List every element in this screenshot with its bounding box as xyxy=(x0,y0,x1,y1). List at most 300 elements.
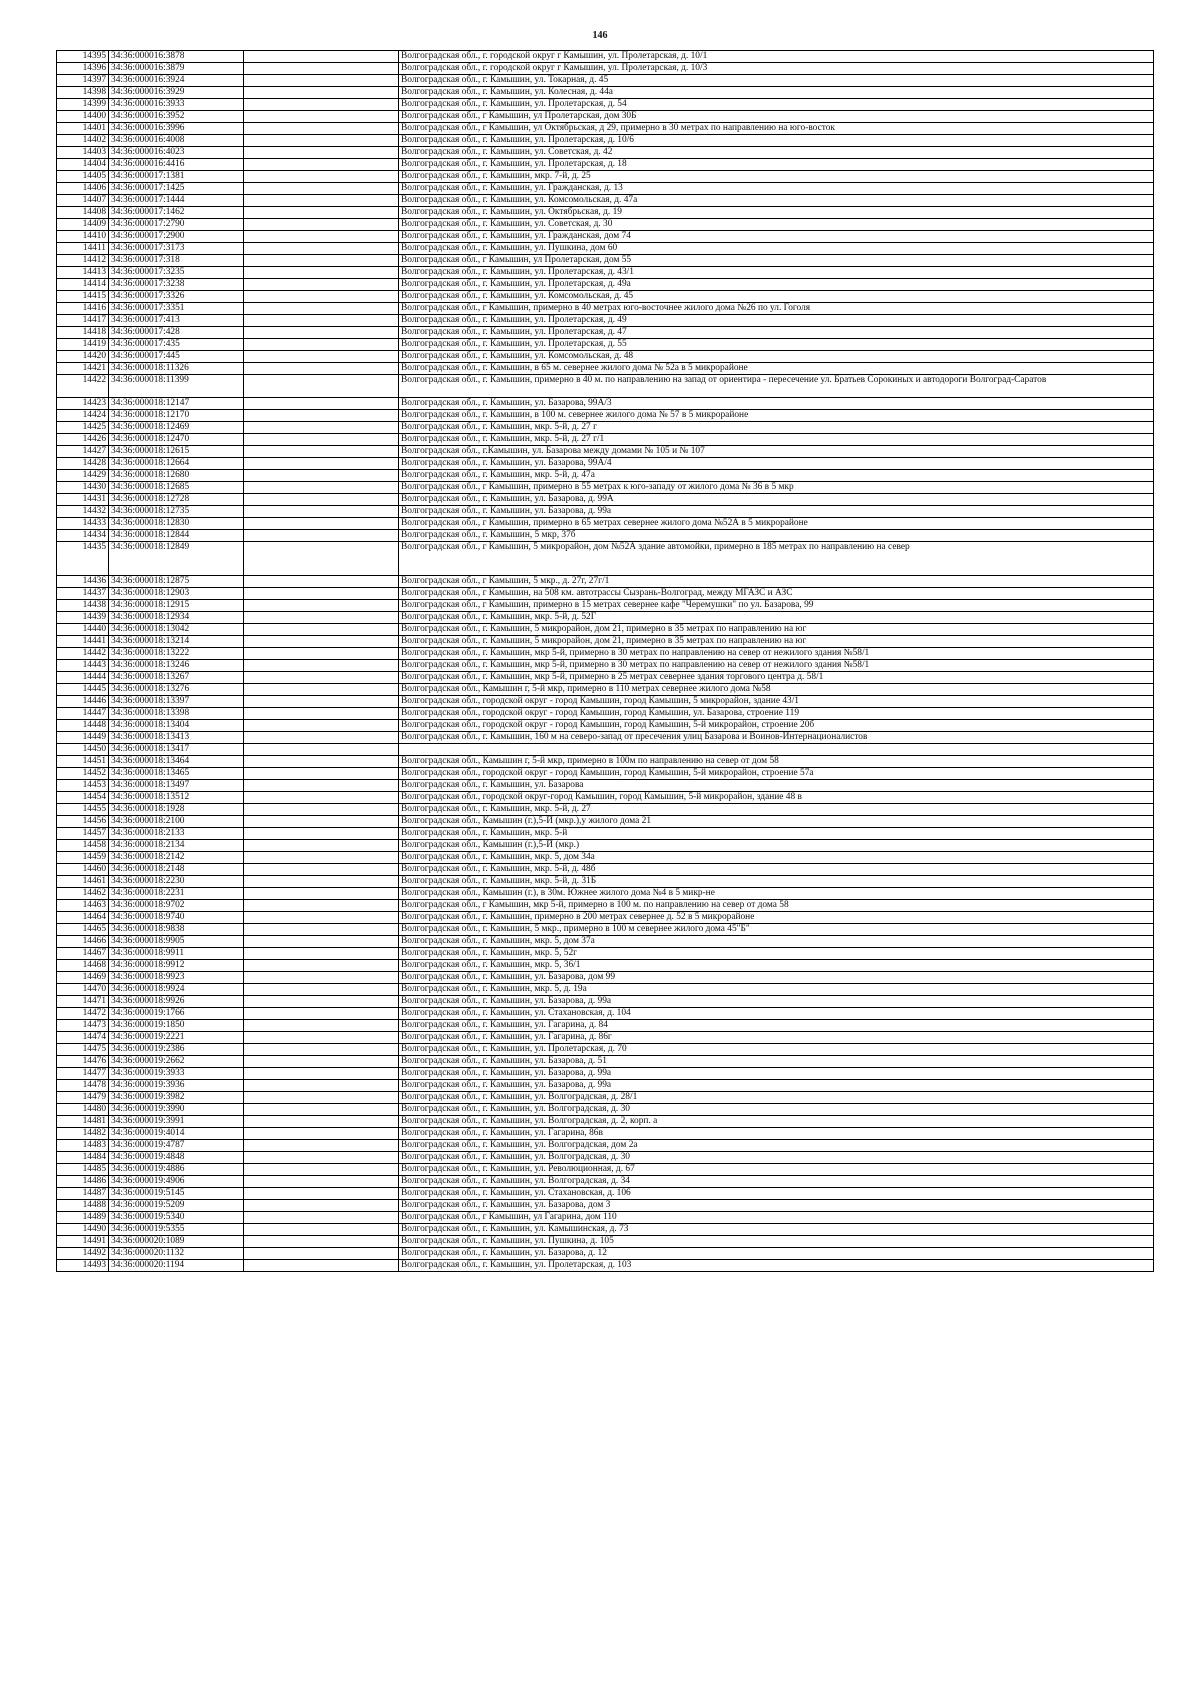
blank-cell xyxy=(244,1080,399,1092)
table-row xyxy=(57,660,1154,672)
blank-cell xyxy=(244,672,399,684)
cadastral-number-cell: 34:36:000019:3990 xyxy=(109,1104,244,1116)
address-cell: Волгоградская обл., городской округ - город Камышин, город Камышин, 5-й микрорайон, строение 20б xyxy=(399,720,1154,732)
blank-cell xyxy=(244,195,399,207)
row-number-cell: 14451 xyxy=(57,756,109,768)
address-cell: Волгоградская обл., г. Камышин, мкр. 5-й, д. 27 xyxy=(399,804,1154,816)
cadastral-number-cell: 34:36:000018:2230 xyxy=(109,876,244,888)
address-cell: Волгоградская обл., г. Камышин, ул. Пролетарская, д. 18 xyxy=(399,159,1154,171)
table-row xyxy=(57,1056,1154,1068)
address-cell: Волгоградская обл., г. Камышин, ул. Стахановская, д. 106 xyxy=(399,1188,1154,1200)
cadastral-number-cell: 34:36:000018:9911 xyxy=(109,948,244,960)
address-cell: Волгоградская обл., г. Камышин, в 65 м. севернее жилого дома № 52а в 5 микрорайоне xyxy=(399,363,1154,375)
address-cell: Волгоградская обл., г. Камышин, ул. Базарова, 99А/4 xyxy=(399,458,1154,470)
page-number: 146 xyxy=(592,30,608,41)
blank-cell xyxy=(244,422,399,434)
row-number-cell: 14461 xyxy=(57,876,109,888)
row-number-cell: 14431 xyxy=(57,494,109,506)
row-number-cell: 14484 xyxy=(57,1152,109,1164)
row-number-cell: 14466 xyxy=(57,936,109,948)
address-cell: Волгоградская обл., г. Камышин, ул. Комсомольская, д. 47а xyxy=(399,195,1154,207)
table-row xyxy=(57,542,1154,576)
address-cell: Волгоградская обл., г Камышин, 5 мкр., д. 27г, 27г/1 xyxy=(399,576,1154,588)
table-row xyxy=(57,1212,1154,1224)
row-number-cell: 14399 xyxy=(57,99,109,111)
row-number-cell: 14423 xyxy=(57,398,109,410)
cadastral-number-cell: 34:36:000018:9905 xyxy=(109,936,244,948)
address-cell: Волгоградская обл., г. Камышин, ул. Гагарина, д. 84 xyxy=(399,1020,1154,1032)
address-cell: Волгоградская обл., г. Камышин, ул. Пролетарская, д. 10/6 xyxy=(399,135,1154,147)
blank-cell xyxy=(244,1188,399,1200)
blank-cell xyxy=(244,840,399,852)
cadastral-number-cell: 34:36:000018:12147 xyxy=(109,398,244,410)
row-number-cell: 14440 xyxy=(57,624,109,636)
table-row xyxy=(57,279,1154,291)
address-cell: Волгоградская обл., Камышин (г.),5-Й (мкр.),у жилого дома 21 xyxy=(399,816,1154,828)
table-row xyxy=(57,768,1154,780)
blank-cell xyxy=(244,1008,399,1020)
table-row xyxy=(57,708,1154,720)
row-number-cell: 14439 xyxy=(57,612,109,624)
cadastral-number-cell: 34:36:000019:5355 xyxy=(109,1224,244,1236)
address-cell: Волгоградская обл., г. Камышин, примерно в 40 м. по направлению на запад от ориентира - пересечение ул. Братьев Сорокиных и автодороги Волгоград-Саратов xyxy=(399,375,1154,398)
table-row xyxy=(57,183,1154,195)
table-row xyxy=(57,1188,1154,1200)
row-number-cell: 14470 xyxy=(57,984,109,996)
table-row xyxy=(57,624,1154,636)
row-number-cell: 14398 xyxy=(57,87,109,99)
row-number-cell: 14428 xyxy=(57,458,109,470)
table-row xyxy=(57,123,1154,135)
cadastral-number-cell: 34:36:000018:11399 xyxy=(109,375,244,398)
cadastral-number-cell: 34:36:000018:12915 xyxy=(109,600,244,612)
table-row xyxy=(57,672,1154,684)
table-row xyxy=(57,852,1154,864)
address-cell: Волгоградская обл., Камышин (г.), в 30м. Южнее жилого дома №4 в 5 микр-не xyxy=(399,888,1154,900)
row-number-cell: 14414 xyxy=(57,279,109,291)
row-number-cell: 14474 xyxy=(57,1032,109,1044)
table-row xyxy=(57,135,1154,147)
row-number-cell: 14416 xyxy=(57,303,109,315)
row-number-cell: 14406 xyxy=(57,183,109,195)
blank-cell xyxy=(244,1128,399,1140)
blank-cell xyxy=(244,936,399,948)
cadastral-number-cell: 34:36:000018:2148 xyxy=(109,864,244,876)
table-row xyxy=(57,636,1154,648)
address-cell: Волгоградская обл., г. Камышин, ул. Колесная, д. 44а xyxy=(399,87,1154,99)
cadastral-number-cell: 34:36:000017:318 xyxy=(109,255,244,267)
address-cell: Волгоградская обл., г. Камышин, ул. Стахановская, д. 104 xyxy=(399,1008,1154,1020)
row-number-cell: 14472 xyxy=(57,1008,109,1020)
table-row xyxy=(57,303,1154,315)
address-cell: Волгоградская обл., г. Камышин, ул. Пролетарская, д. 49а xyxy=(399,279,1154,291)
cadastral-number-cell: 34:36:000019:4886 xyxy=(109,1164,244,1176)
address-cell: Волгоградская обл., г. городской округ г Камышин, ул. Пролетарская, д. 10/1 xyxy=(399,51,1154,63)
address-cell: Волгоградская обл., г. городской округ г Камышин, ул. Пролетарская, д. 10/3 xyxy=(399,63,1154,75)
cadastral-number-cell: 34:36:000018:13397 xyxy=(109,696,244,708)
row-number-cell: 14490 xyxy=(57,1224,109,1236)
row-number-cell: 14397 xyxy=(57,75,109,87)
table-row xyxy=(57,267,1154,279)
table-row xyxy=(57,446,1154,458)
row-number-cell: 14409 xyxy=(57,219,109,231)
blank-cell xyxy=(244,506,399,518)
blank-cell xyxy=(244,231,399,243)
table-row xyxy=(57,351,1154,363)
blank-cell xyxy=(244,660,399,672)
blank-cell xyxy=(244,600,399,612)
cadastral-number-cell: 34:36:000018:12470 xyxy=(109,434,244,446)
cadastral-number-cell: 34:36:000017:3326 xyxy=(109,291,244,303)
cadastral-number-cell: 34:36:000018:9740 xyxy=(109,912,244,924)
address-cell: Волгоградская обл., г. Камышин, ул. Волгоградская, д. 30 xyxy=(399,1104,1154,1116)
row-number-cell: 14485 xyxy=(57,1164,109,1176)
table-row xyxy=(57,1260,1154,1272)
row-number-cell: 14404 xyxy=(57,159,109,171)
cadastral-number-cell: 34:36:000017:413 xyxy=(109,315,244,327)
blank-cell xyxy=(244,1020,399,1032)
cadastral-number-cell: 34:36:000018:11326 xyxy=(109,363,244,375)
cadastral-number-cell: 34:36:000017:428 xyxy=(109,327,244,339)
table-row xyxy=(57,1044,1154,1056)
blank-cell xyxy=(244,1056,399,1068)
row-number-cell: 14448 xyxy=(57,720,109,732)
cadastral-number-cell: 34:36:000018:13413 xyxy=(109,732,244,744)
cadastral-number-cell: 34:36:000018:12934 xyxy=(109,612,244,624)
cadastral-number-cell: 34:36:000017:3173 xyxy=(109,243,244,255)
address-cell: Волгоградская обл., г. Камышин, ул. Гагарина, д. 86г xyxy=(399,1032,1154,1044)
row-number-cell: 14402 xyxy=(57,135,109,147)
address-cell: Волгоградская обл., г. Камышин, ул. Пушкина, дом 60 xyxy=(399,243,1154,255)
cadastral-number-cell: 34:36:000019:4848 xyxy=(109,1152,244,1164)
cadastral-number-cell: 34:36:000019:3982 xyxy=(109,1092,244,1104)
table-row xyxy=(57,876,1154,888)
blank-cell xyxy=(244,804,399,816)
table-row xyxy=(57,984,1154,996)
row-number-cell: 14442 xyxy=(57,648,109,660)
table-row xyxy=(57,243,1154,255)
address-cell: Волгоградская обл., г Камышин, 5 микрорайон, дом №52А здание автомойки, примерно в 185 метрах по направлению на север xyxy=(399,542,1154,576)
row-number-cell: 14463 xyxy=(57,900,109,912)
cadastral-number-cell: 34:36:000018:12728 xyxy=(109,494,244,506)
table-row xyxy=(57,912,1154,924)
table-row xyxy=(57,255,1154,267)
table-row xyxy=(57,972,1154,984)
row-number-cell: 14473 xyxy=(57,1020,109,1032)
blank-cell xyxy=(244,303,399,315)
table-row xyxy=(57,458,1154,470)
table-row xyxy=(57,398,1154,410)
table-row xyxy=(57,147,1154,159)
cadastral-number-cell: 34:36:000020:1194 xyxy=(109,1260,244,1272)
blank-cell xyxy=(244,315,399,327)
cadastral-number-cell: 34:36:000016:4008 xyxy=(109,135,244,147)
cadastral-number-cell: 34:36:000018:13276 xyxy=(109,684,244,696)
cadastral-number-cell: 34:36:000016:3929 xyxy=(109,87,244,99)
row-number-cell: 14425 xyxy=(57,422,109,434)
table-row xyxy=(57,804,1154,816)
address-cell: Волгоградская обл., г. Камышин, 160 м на северо-запад от пресечения улиц Базарова и Воинов-Интернационалистов xyxy=(399,732,1154,744)
blank-cell xyxy=(244,1092,399,1104)
blank-cell xyxy=(244,446,399,458)
address-cell: Волгоградская обл., г. Камышин, ул. Базарова xyxy=(399,780,1154,792)
blank-cell xyxy=(244,530,399,542)
address-cell: Волгоградская обл., г. Камышин, мкр. 5, 36/1 xyxy=(399,960,1154,972)
address-cell: Волгоградская обл., г. Камышин, мкр. 5-й, д. 31Б xyxy=(399,876,1154,888)
table-row xyxy=(57,1236,1154,1248)
row-number-cell: 14411 xyxy=(57,243,109,255)
table-row xyxy=(57,816,1154,828)
table-row xyxy=(57,410,1154,422)
row-number-cell: 14447 xyxy=(57,708,109,720)
blank-cell xyxy=(244,87,399,99)
address-cell: Волгоградская обл., г. Камышин, ул. Базарова, дом 3 xyxy=(399,1200,1154,1212)
cadastral-number-cell: 34:36:000017:2790 xyxy=(109,219,244,231)
blank-cell xyxy=(244,576,399,588)
blank-cell xyxy=(244,398,399,410)
cadastral-number-cell: 34:36:000018:13246 xyxy=(109,660,244,672)
row-number-cell: 14430 xyxy=(57,482,109,494)
address-cell: Волгоградская обл., г. Камышин, ул. Волгоградская, д. 28/1 xyxy=(399,1092,1154,1104)
row-number-cell: 14432 xyxy=(57,506,109,518)
address-cell: Волгоградская обл., городской округ-город Камышин, город Камышин, 5-й микрорайон, здание 48 в xyxy=(399,792,1154,804)
address-cell: Волгоградская обл., г. Камышин, ул. Волгоградская, д. 34 xyxy=(399,1176,1154,1188)
table-row xyxy=(57,1164,1154,1176)
row-number-cell: 14446 xyxy=(57,696,109,708)
address-cell: Волгоградская обл., городской округ - город Камышин, город Камышин, 5-й микрорайон, строение 57а xyxy=(399,768,1154,780)
table-row xyxy=(57,207,1154,219)
blank-cell xyxy=(244,648,399,660)
blank-cell xyxy=(244,123,399,135)
address-cell: Волгоградская обл., г. Камышин, мкр. 5-й, д. 52Г xyxy=(399,612,1154,624)
cadastral-number-cell: 34:36:000018:12615 xyxy=(109,446,244,458)
address-cell: Волгоградская обл., г. Камышин, ул. Октябрьская, д. 19 xyxy=(399,207,1154,219)
table-row xyxy=(57,87,1154,99)
blank-cell xyxy=(244,1224,399,1236)
row-number-cell: 14468 xyxy=(57,960,109,972)
cadastral-number-cell: 34:36:000017:2900 xyxy=(109,231,244,243)
address-cell: Волгоградская обл., г. Камышин, мкр 5-й, примерно в 30 метрах по направлению на север от нежилого здания №58/1 xyxy=(399,648,1154,660)
cadastral-number-cell: 34:36:000019:2221 xyxy=(109,1032,244,1044)
row-number-cell: 14413 xyxy=(57,267,109,279)
row-number-cell: 14436 xyxy=(57,576,109,588)
row-number-cell: 14429 xyxy=(57,470,109,482)
blank-cell xyxy=(244,708,399,720)
blank-cell xyxy=(244,339,399,351)
row-number-cell: 14488 xyxy=(57,1200,109,1212)
cadastral-number-cell: 34:36:000018:12170 xyxy=(109,410,244,422)
blank-cell xyxy=(244,351,399,363)
cadastral-number-cell: 34:36:000018:13465 xyxy=(109,768,244,780)
blank-cell xyxy=(244,207,399,219)
address-cell: Волгоградская обл., г. Камышин, ул. Пролетарская, д. 47 xyxy=(399,327,1154,339)
address-cell: Волгоградская обл., г. Камышин, ул. Волгоградская, дом 2а xyxy=(399,1140,1154,1152)
cadastral-number-cell: 34:36:000018:13042 xyxy=(109,624,244,636)
cadastral-number-cell: 34:36:000018:2100 xyxy=(109,816,244,828)
blank-cell xyxy=(244,470,399,482)
table-row xyxy=(57,518,1154,530)
row-number-cell: 14460 xyxy=(57,864,109,876)
table-row xyxy=(57,996,1154,1008)
blank-cell xyxy=(244,1212,399,1224)
table-row xyxy=(57,864,1154,876)
table-row xyxy=(57,900,1154,912)
blank-cell xyxy=(244,792,399,804)
blank-cell xyxy=(244,51,399,63)
cadastral-number-cell: 34:36:000018:13404 xyxy=(109,720,244,732)
cadastral-number-cell: 34:36:000018:13417 xyxy=(109,744,244,756)
table-row xyxy=(57,1068,1154,1080)
address-cell: Волгоградская обл., г. Камышин, ул. Советская, д. 42 xyxy=(399,147,1154,159)
table-row xyxy=(57,840,1154,852)
address-cell: Волгоградская обл., городской округ - город Камышин, город Камышин, 5 микрорайон, здание 43/1 xyxy=(399,696,1154,708)
cadastral-number-cell: 34:36:000018:13497 xyxy=(109,780,244,792)
address-cell: Волгоградская обл., г. Камышин, мкр. 7-й, д. 25 xyxy=(399,171,1154,183)
address-cell: Волгоградская обл., г. Камышин, ул. Революционная, д. 67 xyxy=(399,1164,1154,1176)
address-cell: Волгоградская обл., г Камышин, мкр 5-й, примерно в 100 м. по направлению на север от дома 58 xyxy=(399,900,1154,912)
cadastral-number-cell: 34:36:000017:1381 xyxy=(109,171,244,183)
cadastral-number-cell: 34:36:000018:9926 xyxy=(109,996,244,1008)
address-cell: Волгоградская обл., г Камышин, примерно в 15 метрах севернее кафе "Черемушки" по ул. Базарова, 99 xyxy=(399,600,1154,612)
row-number-cell: 14396 xyxy=(57,63,109,75)
table-row xyxy=(57,339,1154,351)
table-row xyxy=(57,924,1154,936)
blank-cell xyxy=(244,1104,399,1116)
blank-cell xyxy=(244,924,399,936)
row-number-cell: 14489 xyxy=(57,1212,109,1224)
cadastral-number-cell: 34:36:000019:4014 xyxy=(109,1128,244,1140)
cadastral-number-cell: 34:36:000019:3936 xyxy=(109,1080,244,1092)
table-row xyxy=(57,828,1154,840)
blank-cell xyxy=(244,1260,399,1272)
cadastral-number-cell: 34:36:000017:3235 xyxy=(109,267,244,279)
cadastral-number-cell: 34:36:000016:3924 xyxy=(109,75,244,87)
blank-cell xyxy=(244,1044,399,1056)
table-row xyxy=(57,231,1154,243)
blank-cell xyxy=(244,852,399,864)
address-cell: Волгоградская обл., г. Камышин, ул. Токарная, д. 45 xyxy=(399,75,1154,87)
blank-cell xyxy=(244,900,399,912)
row-number-cell: 14450 xyxy=(57,744,109,756)
table-row xyxy=(57,744,1154,756)
table-row xyxy=(57,1116,1154,1128)
blank-cell xyxy=(244,696,399,708)
address-cell: Волгоградская обл., г. Камышин, ул. Базарова, д. 99а xyxy=(399,996,1154,1008)
blank-cell xyxy=(244,482,399,494)
table-row xyxy=(57,600,1154,612)
blank-cell xyxy=(244,255,399,267)
cadastral-number-cell: 34:36:000018:2231 xyxy=(109,888,244,900)
table-row xyxy=(57,720,1154,732)
cadastral-number-cell: 34:36:000017:3238 xyxy=(109,279,244,291)
registry-table xyxy=(56,50,1154,1272)
row-number-cell: 14421 xyxy=(57,363,109,375)
row-number-cell: 14481 xyxy=(57,1116,109,1128)
table-row xyxy=(57,422,1154,434)
address-cell: Волгоградская обл., г. Камышин, ул. Базарова, д. 99а xyxy=(399,1068,1154,1080)
table-row xyxy=(57,1248,1154,1260)
row-number-cell: 14438 xyxy=(57,600,109,612)
row-number-cell: 14417 xyxy=(57,315,109,327)
row-number-cell: 14434 xyxy=(57,530,109,542)
table-row xyxy=(57,1128,1154,1140)
address-cell: Волгоградская обл., г. Камышин, ул. Базарова, д. 99а xyxy=(399,1080,1154,1092)
address-cell: Волгоградская обл., г. Камышин, ул. Советская, д. 30 xyxy=(399,219,1154,231)
row-number-cell: 14480 xyxy=(57,1104,109,1116)
row-number-cell: 14443 xyxy=(57,660,109,672)
blank-cell xyxy=(244,1176,399,1188)
table-row xyxy=(57,1200,1154,1212)
blank-cell xyxy=(244,1236,399,1248)
blank-cell xyxy=(244,960,399,972)
blank-cell xyxy=(244,684,399,696)
cadastral-number-cell: 34:36:000016:3952 xyxy=(109,111,244,123)
cadastral-number-cell: 34:36:000018:13398 xyxy=(109,708,244,720)
row-number-cell: 14492 xyxy=(57,1248,109,1260)
cadastral-number-cell: 34:36:000018:13267 xyxy=(109,672,244,684)
address-cell: Волгоградская обл., г. Камышин, ул. Волгоградская, д. 30 xyxy=(399,1152,1154,1164)
blank-cell xyxy=(244,1140,399,1152)
cadastral-number-cell: 34:36:000018:12875 xyxy=(109,576,244,588)
address-cell: Волгоградская обл., г. Камышин, в 100 м. севернее жилого дома № 57 в 5 микрорайоне xyxy=(399,410,1154,422)
blank-cell xyxy=(244,243,399,255)
row-number-cell: 14437 xyxy=(57,588,109,600)
row-number-cell: 14486 xyxy=(57,1176,109,1188)
address-cell: Волгоградская обл., г. Камышин, мкр. 5-й, д. 27 г xyxy=(399,422,1154,434)
address-cell: Волгоградская обл., г. Камышин, мкр. 5-й, д. 27 г/1 xyxy=(399,434,1154,446)
row-number-cell: 14403 xyxy=(57,147,109,159)
row-number-cell: 14493 xyxy=(57,1260,109,1272)
table-row xyxy=(57,696,1154,708)
table-row xyxy=(57,363,1154,375)
address-cell: Волгоградская обл., г. Камышин, ул. Базарова, дом 99 xyxy=(399,972,1154,984)
table-row xyxy=(57,434,1154,446)
table-row xyxy=(57,219,1154,231)
cadastral-number-cell: 34:36:000018:9702 xyxy=(109,900,244,912)
cadastral-number-cell: 34:36:000018:12735 xyxy=(109,506,244,518)
address-cell: Волгоградская обл., г.Камышин, ул. Базарова между домами № 105 и № 107 xyxy=(399,446,1154,458)
address-cell: Волгоградская обл., г. Камышин, ул. Пролетарская, д. 54 xyxy=(399,99,1154,111)
row-number-cell: 14455 xyxy=(57,804,109,816)
table-row xyxy=(57,1032,1154,1044)
blank-cell xyxy=(244,111,399,123)
row-number-cell: 14410 xyxy=(57,231,109,243)
table-row xyxy=(57,327,1154,339)
table-row xyxy=(57,375,1154,398)
blank-cell xyxy=(244,720,399,732)
blank-cell xyxy=(244,756,399,768)
row-number-cell: 14487 xyxy=(57,1188,109,1200)
row-number-cell: 14483 xyxy=(57,1140,109,1152)
row-number-cell: 14412 xyxy=(57,255,109,267)
cadastral-number-cell: 34:36:000018:2133 xyxy=(109,828,244,840)
address-cell: Волгоградская обл., г. Камышин, ул. Базарова, д. 12 xyxy=(399,1248,1154,1260)
address-cell: Волгоградская обл., г. Камышин, ул. Волгоградская, д. 2, корп. а xyxy=(399,1116,1154,1128)
address-cell: Волгоградская обл., г. Камышин, мкр. 5, 52г xyxy=(399,948,1154,960)
blank-cell xyxy=(244,63,399,75)
address-cell: Волгоградская обл., г. Камышин, ул. Пролетарская, д. 43/1 xyxy=(399,267,1154,279)
cadastral-number-cell: 34:36:000017:1425 xyxy=(109,183,244,195)
blank-cell xyxy=(244,612,399,624)
row-number-cell: 14452 xyxy=(57,768,109,780)
blank-cell xyxy=(244,434,399,446)
cadastral-number-cell: 34:36:000019:5209 xyxy=(109,1200,244,1212)
address-cell: Волгоградская обл., г. Камышин, мкр. 5-й, д. 47а xyxy=(399,470,1154,482)
row-number-cell: 14405 xyxy=(57,171,109,183)
cadastral-number-cell: 34:36:000018:12903 xyxy=(109,588,244,600)
row-number-cell: 14478 xyxy=(57,1080,109,1092)
cadastral-number-cell: 34:36:000018:2142 xyxy=(109,852,244,864)
